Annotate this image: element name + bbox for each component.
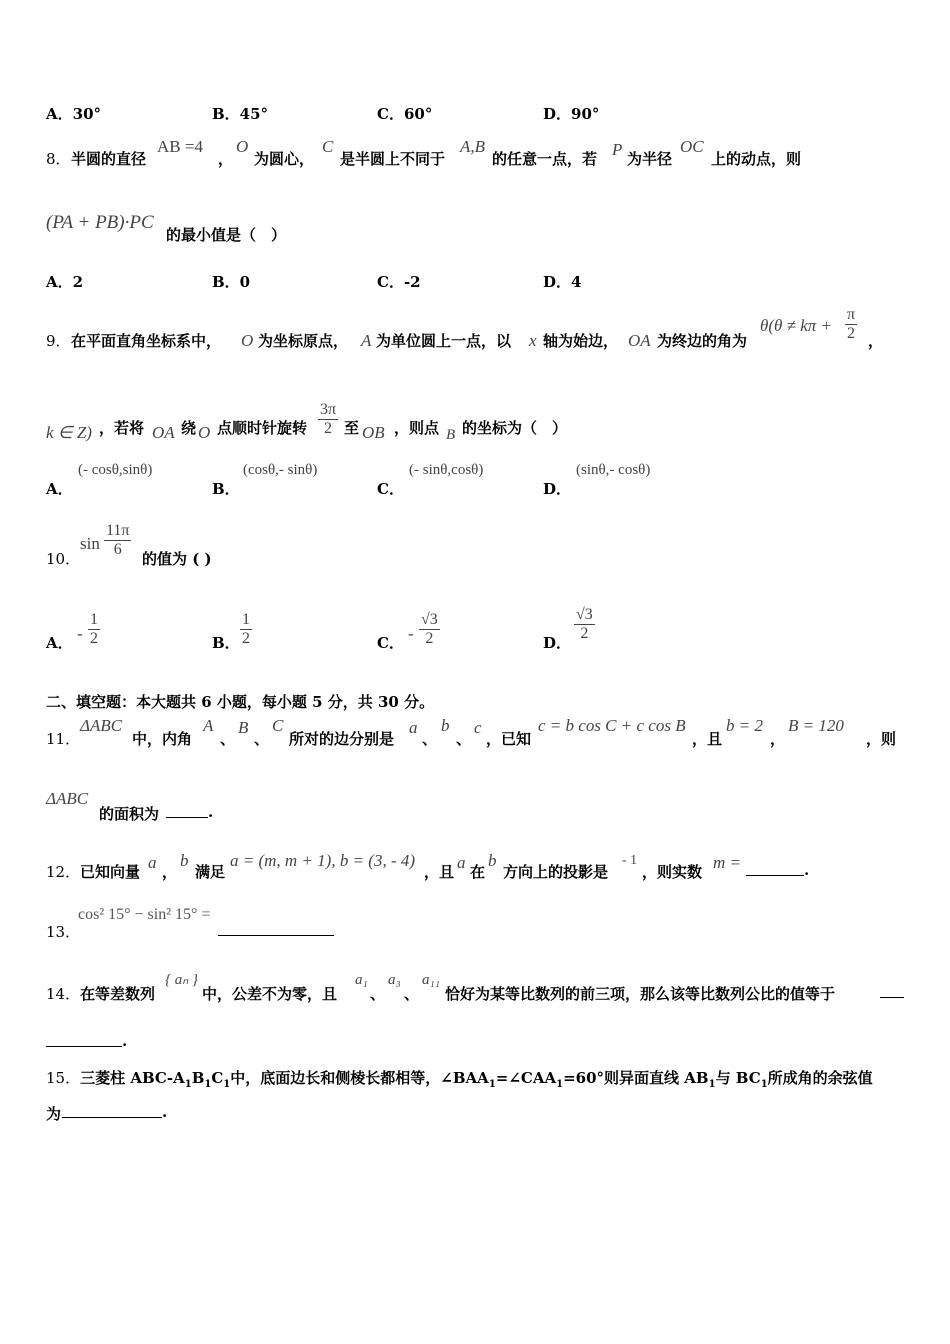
q14-text-1: 在等差数列 xyxy=(80,985,156,1003)
q8-option-d: D．4 xyxy=(543,273,582,291)
q15-text-6: =∠CAA xyxy=(495,1069,557,1087)
q11-text-1: 中，内角 xyxy=(132,730,193,748)
q10-option-c-label: C． xyxy=(377,634,404,652)
q9-text-11: ，则点 xyxy=(394,419,440,437)
q12-text-5: 在 xyxy=(470,863,486,881)
q9-number: 9． xyxy=(46,332,71,350)
q8-option-b: B．0 xyxy=(212,273,251,291)
q15-sub-7: 1 xyxy=(708,1079,716,1090)
q10-option-c-sign: - xyxy=(408,624,414,643)
q12-text-3: 满足 xyxy=(195,863,226,881)
q9-option-d-label: D． xyxy=(543,480,572,498)
q10-option-a-sign: - xyxy=(77,624,83,643)
q9-math-theta: θ(θ ≠ kπ + xyxy=(760,316,832,335)
q10-math-sin: sin xyxy=(80,534,100,553)
q14-math-sequence: { aₙ } xyxy=(165,972,198,988)
q12-text-1: 已知向量 xyxy=(80,863,141,881)
q7-option-d: D．90° xyxy=(543,105,600,123)
q15-sub-5: 1 xyxy=(488,1079,496,1090)
q9-math-b: B xyxy=(446,427,456,443)
q15-text-7: =60°则异面直线 AB xyxy=(563,1069,709,1087)
q9-text-7: ，若将 xyxy=(99,419,145,437)
q11-text-5: 、 xyxy=(422,730,438,748)
q8-math-c: C xyxy=(322,137,334,156)
q15-text-8: 与 BC xyxy=(715,1069,761,1087)
q8-text-5: 的任意一点，若 xyxy=(492,150,598,168)
q14-text-5: 恰好为某等比数列的前三项，那么该等比数列公比的值等于 xyxy=(445,985,836,1003)
q12-text-7: ，则实数 xyxy=(642,863,703,881)
q15-text-2: B xyxy=(191,1069,205,1087)
q14-answer-blank-1[interactable] xyxy=(880,983,904,998)
q11-text-8: ，且 xyxy=(692,730,723,748)
q9-math-k: k ∈ Z) xyxy=(46,423,92,442)
q14-text-3: 、 xyxy=(370,985,386,1003)
q11-math-triangle-2: ΔABC xyxy=(46,789,89,808)
q11-text-9: ， xyxy=(770,730,786,748)
q9-frac-num: π xyxy=(847,306,856,323)
q9-frac2-den: 2 xyxy=(324,419,333,437)
q10-math-fraction xyxy=(104,522,131,558)
q10-option-a-label: A． xyxy=(46,634,73,652)
q11-math-triangle: ΔABC xyxy=(80,716,123,735)
q9-frac-den: 2 xyxy=(847,324,856,342)
q9-text-1: 在平面直角坐标系中， xyxy=(71,332,222,350)
q8-text-6: 为半径 xyxy=(627,150,673,168)
q15-text-10: 为 xyxy=(46,1105,62,1123)
q11-math-b-side: b xyxy=(441,716,450,735)
q10-option-b-label: B． xyxy=(212,634,240,652)
q10-option-a-fraction xyxy=(88,611,100,647)
q9-text-4: 轴为始边， xyxy=(543,332,619,350)
q9-math-o: O xyxy=(241,331,254,350)
q9-text-5: 为终边的角为 xyxy=(657,332,748,350)
q12-math-a: a xyxy=(148,853,157,872)
q13-answer-blank[interactable] xyxy=(218,921,334,936)
q10-number: 10． xyxy=(46,550,81,568)
q8-text-3: 为圆心， xyxy=(254,150,315,168)
q10-d-num: √3 xyxy=(576,606,593,623)
q9-math-a: A xyxy=(361,331,372,350)
q10-b-den: 2 xyxy=(242,629,250,647)
q9-text-10: 至 xyxy=(344,419,360,437)
q11-math-a-angle: A xyxy=(203,716,214,735)
q10-d-den: 2 xyxy=(580,624,589,642)
q8-text-8: 的最小值是（ ） xyxy=(166,226,287,244)
q11-number: 11． xyxy=(46,730,81,748)
q11-text-11: 的面积为 xyxy=(99,805,160,823)
q8-math-oc: OC xyxy=(680,137,704,156)
q9-option-d: (sinθ,- cosθ) xyxy=(576,462,651,478)
q9-option-b: (cosθ,- sinθ) xyxy=(243,462,318,478)
q12-math-m: m = xyxy=(713,853,741,872)
q11-math-b-angle: B xyxy=(238,718,249,737)
q10-c-den: 2 xyxy=(425,629,434,647)
q15-text-5: ∠BAA xyxy=(440,1069,489,1087)
q10-option-d-label: D． xyxy=(543,634,572,652)
q11-answer-blank[interactable] xyxy=(166,803,208,818)
q7-option-a: A．30° xyxy=(46,105,102,123)
q12-math-b: b xyxy=(180,851,189,870)
q9-option-b-label: B． xyxy=(212,480,240,498)
q9-math-oa: OA xyxy=(628,331,651,350)
q8-number: 8． xyxy=(46,150,71,168)
q8-text-2: ， xyxy=(218,150,234,168)
q9-text-2: 为坐标原点， xyxy=(258,332,349,350)
q10-option-c-fraction xyxy=(419,611,440,647)
q12-math-b-2: b xyxy=(488,851,497,870)
q15-answer-blank[interactable] xyxy=(62,1103,162,1118)
q11-math-equation: c = b cos C + c cos B xyxy=(538,716,686,735)
q9-math-oa-2: OA xyxy=(152,423,175,442)
q8-math-p: P xyxy=(612,140,623,159)
q11-text-6: 、 xyxy=(456,730,472,748)
q9-text-12: 的坐标为（ ） xyxy=(462,419,568,437)
q9-math-o-2: O xyxy=(198,423,211,442)
q11-text-3: 、 xyxy=(254,730,270,748)
q12-answer-blank[interactable] xyxy=(746,861,804,876)
q15-sub-6: 1 xyxy=(556,1079,564,1090)
q10-a-den: 2 xyxy=(90,629,98,647)
q10-option-d-fraction xyxy=(574,606,595,642)
q9-math-3pi-over-2 xyxy=(318,401,338,437)
q11-math-a-side: a xyxy=(409,718,418,737)
q9-text-8: 绕 xyxy=(181,419,197,437)
q11-math-b-angle-value: B = 120 xyxy=(788,716,844,735)
q14-math-a1: a₁ xyxy=(355,972,368,988)
q15-sub-3: 1 xyxy=(223,1079,231,1090)
q9-option-a: (- cosθ,sinθ) xyxy=(78,462,153,478)
q8-math-ab: AB =4 xyxy=(157,137,203,156)
q15-number: 15． xyxy=(46,1069,81,1087)
q12-number: 12． xyxy=(46,863,81,881)
q9-text-9: 点顺时针旋转 xyxy=(217,419,308,437)
q11-math-b-value: b = 2 xyxy=(726,716,763,735)
q9-text-6: ， xyxy=(868,332,884,350)
q14-math-a3: a₃ xyxy=(388,972,401,988)
q11-text-4: 所对的边分别是 xyxy=(289,730,395,748)
q13-number: 13． xyxy=(46,923,81,941)
q11-text-7: ，已知 xyxy=(486,730,532,748)
q12-text-6: 方向上的投影是 xyxy=(503,863,609,881)
q11-text-10: ，则 xyxy=(866,730,897,748)
q14-text-6: . xyxy=(122,1032,128,1050)
q9-option-c-label: C． xyxy=(377,480,404,498)
q8-math-expression: (PA + PB)·PC xyxy=(46,212,154,233)
q15-sub-2: 1 xyxy=(204,1079,212,1090)
q8-text-4: 是半圆上不同于 xyxy=(340,150,446,168)
q10-frac-num: 11π xyxy=(106,522,130,539)
q10-text-1: 的值为 ( ) xyxy=(142,550,212,568)
q8-text-1: 半圆的直径 xyxy=(71,150,147,168)
q14-answer-blank-2[interactable] xyxy=(46,1032,122,1047)
q9-frac2-num: 3π xyxy=(320,401,337,418)
q12-text-4: ，且 xyxy=(424,863,455,881)
q10-option-b-fraction xyxy=(240,611,252,647)
q12-math-vectors: a = (m, m + 1), b = (3, - 4) xyxy=(230,851,416,870)
q13-math-expression: cos² 15° − sin² 15° = xyxy=(78,906,211,923)
q8-option-c: C．-2 xyxy=(377,273,421,291)
q9-math-x: x xyxy=(529,331,537,350)
q15-sub-8: 1 xyxy=(760,1079,768,1090)
q15-sub-1: 1 xyxy=(184,1079,192,1090)
q15-line-1 xyxy=(46,1067,873,1090)
q7-option-b: B．45° xyxy=(212,105,269,123)
q10-a-num: 1 xyxy=(90,611,98,628)
q11-math-c-angle: C xyxy=(272,716,284,735)
q9-math-pi-over-2 xyxy=(845,306,857,342)
q7-option-c: C．60° xyxy=(377,105,433,123)
q10-c-num: √3 xyxy=(421,611,438,628)
q8-text-7: 上的动点，则 xyxy=(711,150,802,168)
q12-math-neg-one: - 1 xyxy=(622,853,638,868)
q8-option-a: A．2 xyxy=(46,273,84,291)
q9-option-c: (- sinθ,cosθ) xyxy=(409,462,484,478)
q11-text-12: . xyxy=(208,803,214,821)
q15-text-1: 三菱柱 ABC-A xyxy=(80,1069,185,1087)
q9-option-a-label: A． xyxy=(46,480,73,498)
section-2-heading: 二、填空题：本大题共 6 小题，每小题 5 分，共 30 分。 xyxy=(46,693,435,711)
q15-text-11: . xyxy=(162,1103,168,1121)
q14-math-a11: a₁₁ xyxy=(422,972,440,988)
q14-text-4: 、 xyxy=(404,985,420,1003)
q12-math-a-2: a xyxy=(457,853,466,872)
q8-math-o: O xyxy=(236,137,249,156)
q11-math-c-side: c xyxy=(474,718,482,737)
q15-text-4: 中，底面边长和侧棱长都相等， xyxy=(230,1069,441,1087)
q15-text-9: 所成角的余弦值 xyxy=(767,1069,873,1087)
q14-number: 14． xyxy=(46,985,81,1003)
q9-text-3: 为单位圆上一点，以 xyxy=(376,332,512,350)
q15-text-3: C xyxy=(211,1069,224,1087)
q12-text-8: . xyxy=(804,861,810,879)
q9-math-ob: OB xyxy=(362,423,385,442)
q14-text-2: 中，公差不为零，且 xyxy=(202,985,338,1003)
q10-frac-den: 6 xyxy=(113,540,122,558)
q11-text-2: 、 xyxy=(220,730,236,748)
q12-text-2: ， xyxy=(162,863,178,881)
q8-math-ab-points: A,B xyxy=(460,137,486,156)
q10-b-num: 1 xyxy=(242,611,250,628)
